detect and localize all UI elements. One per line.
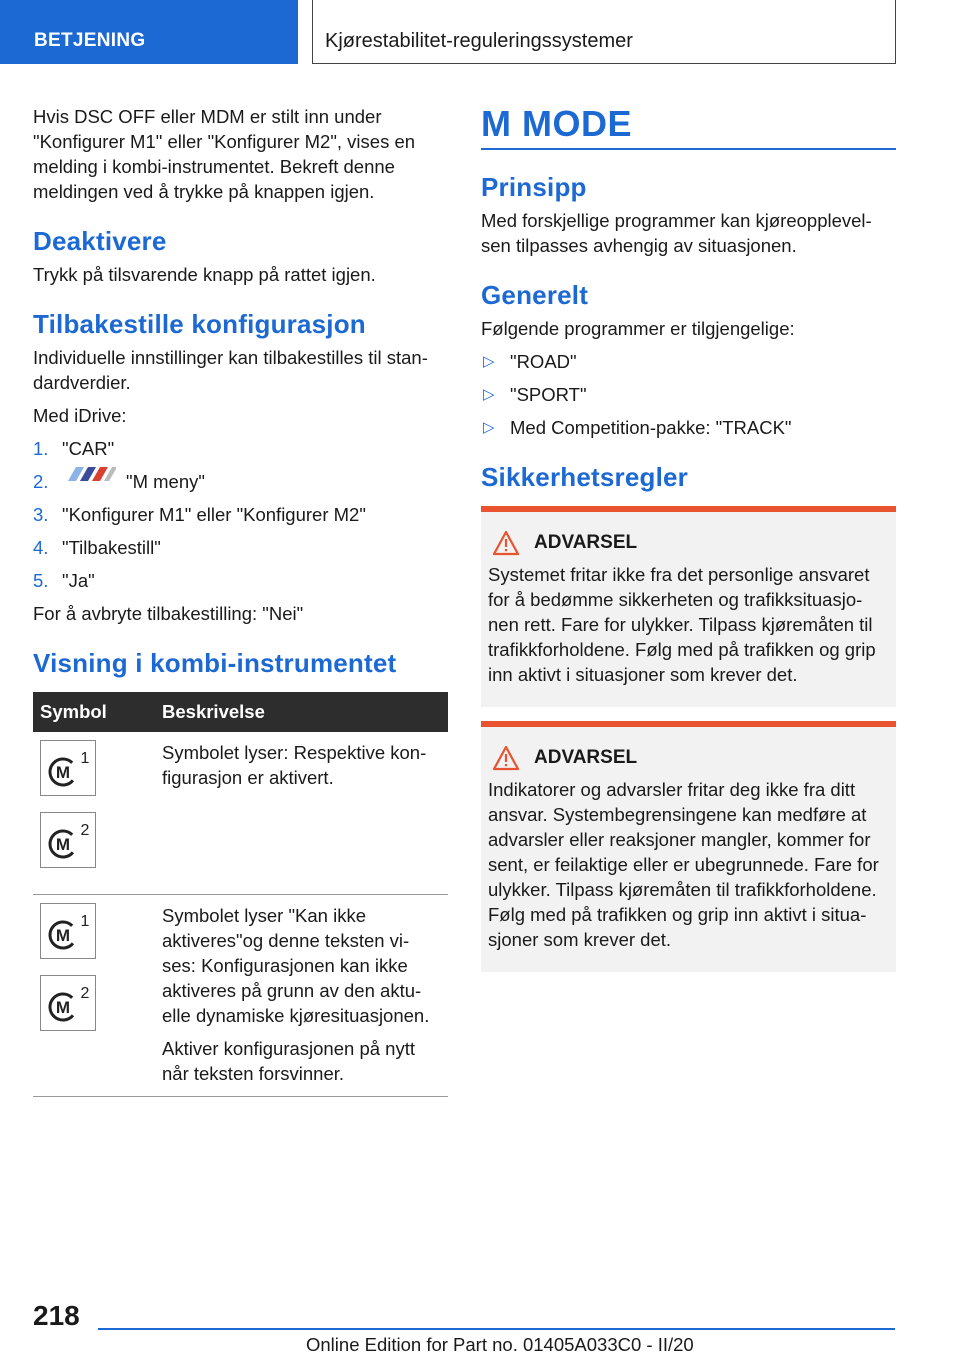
step-item (33, 436, 448, 461)
warning-box (481, 721, 896, 972)
footer-edition: Online Edition for Part no. 01405A033C0 - II/20 (306, 1334, 694, 1355)
reset-text: Individuelle innstillinger kan tilbakestilles til stan-dardverdier. (33, 347, 428, 393)
m2-unavailable-icon (40, 975, 96, 1031)
svg-text:M: M (55, 926, 71, 945)
description-cell (155, 895, 448, 1097)
bullet-triangle-icon: ▷ (483, 386, 495, 403)
warning-triangle-icon (492, 530, 520, 556)
svg-text:M: M (55, 998, 71, 1017)
step-number: 3. (33, 504, 49, 525)
svg-text:1: 1 (80, 913, 90, 930)
m1-active-icon (40, 740, 96, 796)
table-row (33, 895, 448, 1097)
display-heading: Visning i kombi-instrumentet (33, 648, 397, 678)
deactivate-text: Trykk på tilsvarende knapp på rattet igjen. (33, 264, 376, 285)
bullet-triangle-icon: ▷ (483, 419, 495, 436)
step-text: "Tilbakestill" (62, 537, 161, 558)
program-text: "ROAD" (510, 351, 577, 372)
general-text: Følgende programmer er tilgjengelige: (481, 318, 795, 339)
description-column-header: Beskrivelse (155, 692, 448, 732)
m-mode-title: M MODE (481, 104, 896, 150)
warning-triangle-icon (492, 745, 520, 771)
step-item (33, 535, 448, 560)
cancel-text: For å avbryte tilbakestilling: "Nei" (33, 603, 304, 624)
right-column (481, 104, 896, 972)
description-text: Symbolet lyser "Kan ikke aktiveres"og denne teksten vi-ses: Konfigurasjonen kan ikke aktiveres på grunn av den aktu-elle dynamiske kjøresituasjonen. (162, 905, 430, 1026)
chapter-title: Kjørestabilitet-reguleringssystemer (312, 0, 896, 64)
step-number: 4. (33, 537, 49, 558)
description-text-secondary: Aktiver konfigurasjonen på nytt når teksten forsvinner. (162, 1038, 415, 1084)
safety-heading: Sikkerhetsregler (481, 462, 688, 492)
section-tab: BETJENING (0, 0, 298, 64)
warning-title (488, 745, 888, 771)
warning-title (488, 530, 888, 556)
left-column (33, 104, 448, 1097)
symbol-cell (33, 895, 155, 1097)
m2-active-icon (40, 812, 96, 868)
list-item (481, 349, 896, 374)
step-number: 1. (33, 438, 49, 459)
step-item (33, 469, 448, 494)
warning-box (481, 506, 896, 707)
step-text: "M meny" (126, 471, 205, 492)
symbol-column-header: Symbol (33, 692, 155, 732)
warning-label: ADVARSEL (534, 747, 638, 768)
svg-text:2: 2 (80, 985, 90, 1002)
list-item (481, 382, 896, 407)
program-list (481, 349, 896, 440)
warning-text: Indikatorer og advarsler fritar deg ikke fra ditt ansvar. Systembegrensingene kan medføre at advarsler eller reaksjoner mangler, kommer for sent, er feilaktige eller er ubegrunnede. Fare for ulykker. Tilpass kjøremåten til trafikkforholdene. Følg med på trafikken og grip inn aktivt i situa-sjoner som krever det. (488, 779, 879, 950)
reset-steps (33, 436, 448, 593)
idrive-label: Med iDrive: (33, 405, 127, 426)
symbol-table (33, 692, 448, 1097)
warning-text: Systemet fritar ikke fra det personlige ansvaret for å bedømme sikkerheten og trafikksituasjo-nen rett. Fare for ulykker. Tilpass kjøremåten til trafikkforholdene. Følg med på trafikken og grip inn aktivt i situasjoner som krever det. (488, 564, 876, 685)
bullet-triangle-icon: ▷ (483, 353, 495, 370)
step-text: "Konfigurer M1" eller "Konfigurer M2" (62, 504, 366, 525)
svg-text:M: M (55, 835, 71, 854)
step-text: "CAR" (62, 438, 115, 459)
program-text: "SPORT" (510, 384, 587, 405)
intro-paragraph: Hvis DSC OFF eller MDM er stilt inn under "Konfigurer M1" eller "Konfigurer M2", vises en melding i kombi-instrumentet. Bekreft denne meldingen ved å trykke på knappen igjen. (33, 106, 416, 202)
svg-text:2: 2 (80, 822, 90, 839)
m-stripes-icon (62, 467, 116, 481)
warning-label: ADVARSEL (534, 532, 638, 553)
page-number: 218 (33, 1300, 80, 1331)
step-number: 2. (33, 471, 49, 492)
program-text: Med Competition-pakke: "TRACK" (510, 417, 792, 438)
symbol-cell (33, 732, 155, 895)
svg-text:M: M (55, 763, 71, 782)
general-heading: Generelt (481, 280, 589, 310)
principle-text: Med forskjellige programmer kan kjøreopplevel-sen tilpasses avhengig av situasjonen. (481, 210, 872, 256)
step-item (33, 568, 448, 593)
step-number: 5. (33, 570, 49, 591)
description-cell (155, 732, 448, 895)
description-text: Symbolet lyser: Respektive kon-figurasjon er aktivert. (162, 742, 427, 788)
footer-divider (98, 1328, 895, 1330)
principle-heading: Prinsipp (481, 172, 587, 202)
reset-heading: Tilbakestille konfigurasjon (33, 309, 366, 339)
svg-text:1: 1 (80, 750, 90, 767)
list-item (481, 415, 896, 440)
step-text: "Ja" (62, 570, 95, 591)
m1-unavailable-icon (40, 903, 96, 959)
table-row (33, 732, 448, 895)
deactivate-heading: Deaktivere (33, 226, 167, 256)
step-item (33, 502, 448, 527)
